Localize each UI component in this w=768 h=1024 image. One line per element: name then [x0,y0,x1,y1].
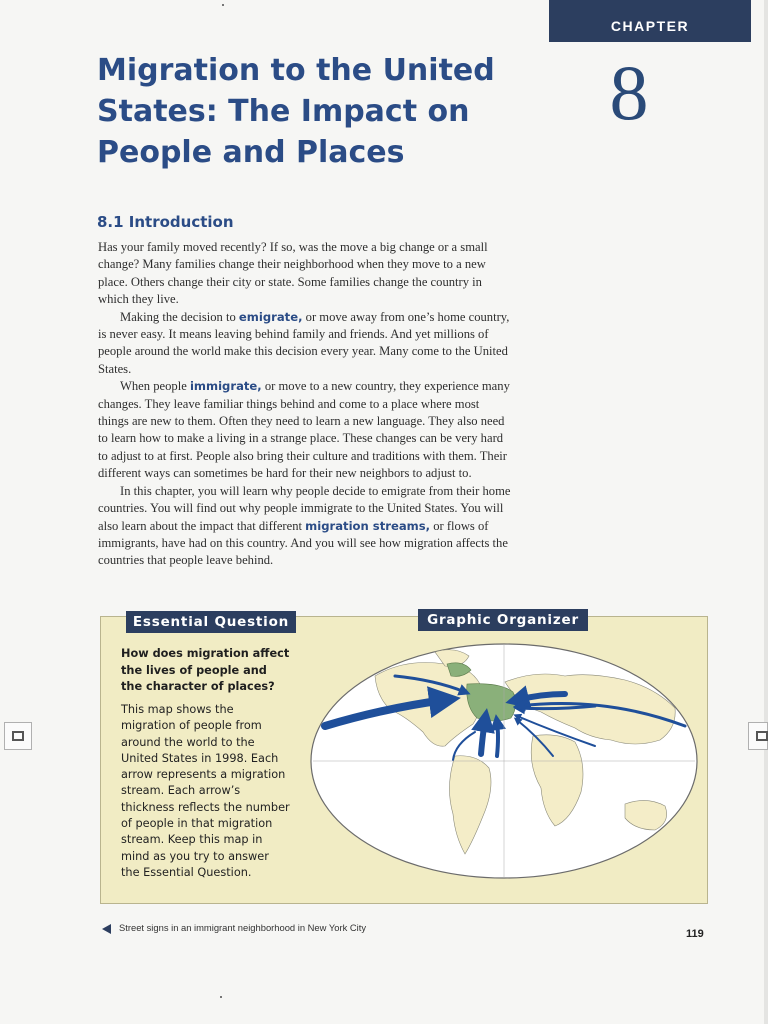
keyword-immigrate[interactable]: immigrate, [189,379,262,394]
page-edge [764,0,768,1024]
paragraph-1: Has your family moved recently? If so, was the move a big change or a small change? Many families change their neighborhood when they move to a new place. Others change their city or state. Some families change the country in which they live. [98,240,488,307]
paragraph-2: Making the decision to emigrate, or move away from one’s home country, is never easy. It means leaving behind family and friends. And yet millions of people around the world make this decision every year. Many come to the United States. [98,309,510,376]
section-heading: 8.1 Introduction [97,213,234,231]
chapter-number: 8 [609,49,649,136]
arrow-central-america [481,720,485,754]
essential-question-body: This map shows the migration of people from around the world to the United States in 1998. Each arrow represents a migration stream. Each arrow’s thickness reflects the number of people in that migration stream. Keep this map in mind as you try to answer the Essential Question. [121,703,290,879]
photo-caption: Street signs in an immigrant neighborhood in New York City [102,922,366,934]
scan-speck [222,4,224,6]
page-title: Migration to the United States: The Impact on People and Places [97,53,495,170]
binder-marker-right [748,722,768,750]
caret-left-icon [102,924,111,934]
keyword-emigrate[interactable]: emigrate, [238,309,303,324]
chapter-label: CHAPTER [549,0,751,42]
essential-question-tab: Essential Question [126,611,296,633]
binder-marker-left [4,722,32,750]
paragraph-4: In this chapter, you will learn why people decide to emigrate from their home countries. You will find out why people immigrate to the United States. You will also learn about the impact that different migration streams, or flows of immigrants, have had on this country. And you will see how migration affects the countries that people leave behind. [98,483,511,568]
intro-body [98,239,512,570]
paragraph-3: When people immigrate, or move to a new country, they experience many changes. They leave familiar things behind and come to a place where most things are new to them. Often they need to learn a new language. They also need to learn how to make a living in a strange place. These changes can be very hard to adjust to at first. People also bring their culture and traditions with them. Their different ways can sometimes be hard for their new neighbors to adjust to. [98,379,510,481]
arrow-caribbean [497,722,498,756]
migration-map [305,636,703,890]
page-number: 119 [686,928,704,940]
graphic-organizer-tab: Graphic Organizer [418,609,588,631]
essential-question-text: How does migration affect the lives of people and the character of places? [121,647,290,693]
scan-speck [220,996,222,998]
keyword-migration-streams[interactable]: migration streams, [305,518,431,533]
